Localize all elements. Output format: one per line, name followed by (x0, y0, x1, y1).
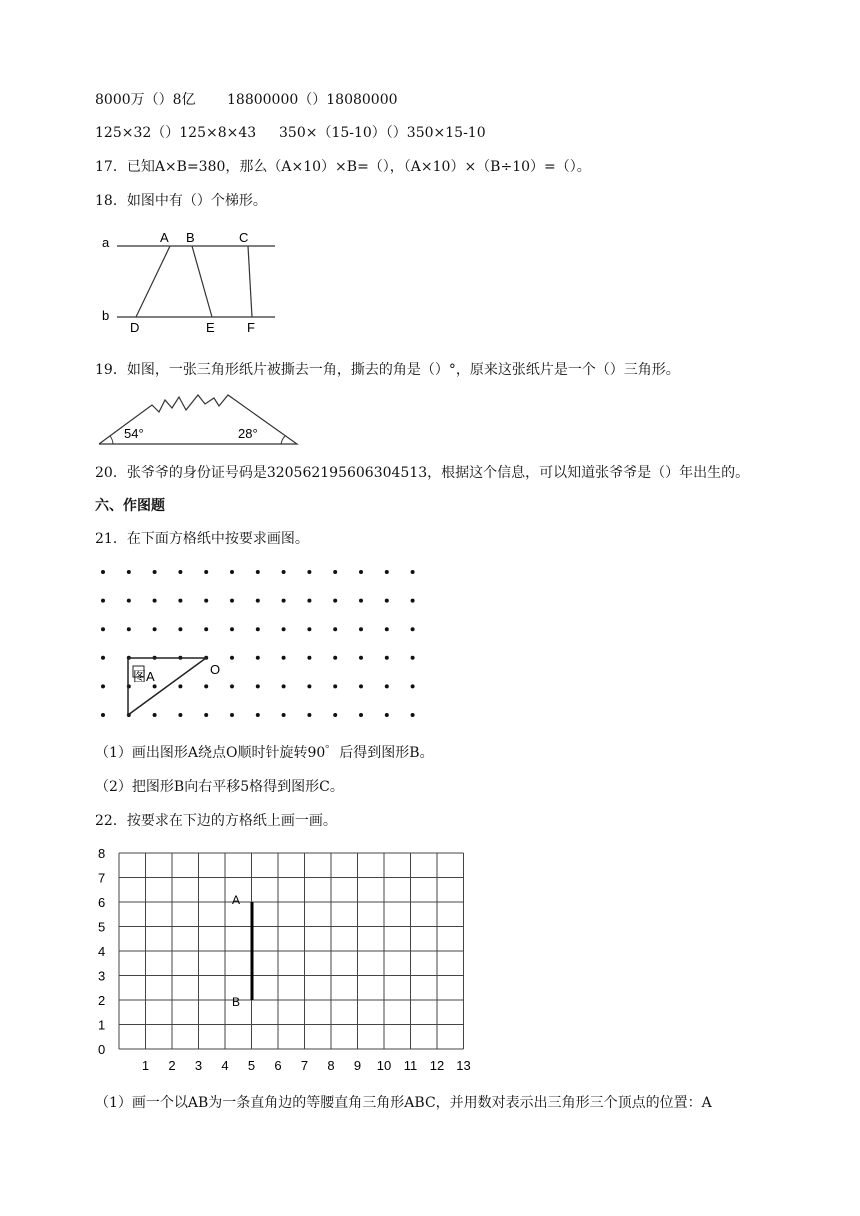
grid-dot (359, 599, 363, 603)
grid-dot (153, 570, 157, 574)
section-heading-drawing: 六、作图题 (95, 498, 165, 514)
grid-dot (411, 599, 415, 603)
grid-dot (127, 570, 131, 574)
grid-dot (178, 684, 182, 688)
point-label-d: D (130, 320, 140, 335)
dot-grid-figure (95, 560, 425, 730)
grid-dot (411, 570, 415, 574)
grid-dot (282, 599, 286, 603)
grid-dot (127, 627, 131, 631)
grid-dot (307, 713, 311, 717)
grid-dot (359, 627, 363, 631)
grid-dot (333, 570, 337, 574)
grid-dot (204, 599, 208, 603)
grid-dot (101, 713, 105, 717)
grid-dot (359, 684, 363, 688)
x-axis-label: 5 (247, 1058, 256, 1073)
grid-dot (230, 684, 234, 688)
shape-label-a: 图A (133, 669, 155, 684)
grid-dot (385, 713, 389, 717)
question-21: 21．在下面方格纸中按要求画图。 (95, 531, 309, 547)
grid-dot (385, 599, 389, 603)
point-label-c: C (239, 230, 249, 245)
grid-dot (178, 627, 182, 631)
grid-dot (178, 713, 182, 717)
grid-dot (204, 684, 208, 688)
grid-dot (230, 627, 234, 631)
grid-dot (411, 713, 415, 717)
question-17: 17．已知A×B=380，那么（A×10）×B=（），（A×10）×（B÷10）=（）。 (95, 159, 591, 175)
grid-dot (282, 627, 286, 631)
grid-dot (127, 599, 131, 603)
grid-dot (282, 684, 286, 688)
grid-dot (359, 713, 363, 717)
grid-dot (307, 570, 311, 574)
angle-label-28: 28° (238, 426, 258, 441)
grid-dot (256, 599, 260, 603)
grid-dot (230, 599, 234, 603)
grid-dot (153, 599, 157, 603)
x-axis-label: 8 (327, 1058, 335, 1073)
grid-dot (385, 656, 389, 660)
y-axis-label: 5 (98, 919, 106, 935)
question-19: 19．如图，一张三角形纸片被撕去一角，撕去的角是（）°，原来这张纸片是一个（）三角形。 (95, 362, 680, 378)
compare-line-1a: 8000万（）8亿 (95, 92, 196, 108)
grid-dot (153, 713, 157, 717)
grid-dot (230, 570, 234, 574)
y-axis-label: 8 (98, 846, 106, 861)
x-axis-label: 2 (168, 1058, 176, 1073)
grid-dot (230, 713, 234, 717)
x-axis-label: 13 (456, 1058, 471, 1073)
question-21-part-2: （2）把图形B向右平移5格得到图形C。 (95, 779, 344, 795)
point-label-grid-b: B (232, 995, 241, 1009)
grid-dot (307, 599, 311, 603)
grid-dot (385, 627, 389, 631)
grid-dot (204, 627, 208, 631)
question-22: 22．按要求在下边的方格纸上画一画。 (95, 813, 337, 829)
y-axis-label: 7 (98, 870, 106, 886)
question-22-part-1: （1）画一个以AB为一条直角边的等腰直角三角形ABC，并用数对表示出三角形三个顶点的位置：A (95, 1095, 712, 1111)
grid-dot (256, 684, 260, 688)
grid-dot (359, 570, 363, 574)
coordinate-grid-figure (92, 843, 472, 1073)
grid-dot (101, 684, 105, 688)
x-axis-label: 12 (429, 1058, 445, 1073)
x-axis-label: 11 (403, 1058, 418, 1073)
grid-dot (282, 656, 286, 660)
grid-dot (256, 570, 260, 574)
grid-dot (101, 570, 105, 574)
compare-line-2b: 350×（15-10）（）350×15-10 (279, 125, 486, 141)
grid-dot (385, 684, 389, 688)
grid-dot (411, 684, 415, 688)
grid-dot (333, 684, 337, 688)
y-axis-label: 3 (98, 968, 106, 984)
grid-dot (282, 570, 286, 574)
grid-dot (411, 627, 415, 631)
grid-dot (178, 570, 182, 574)
compare-line-1b: 18800000（）18080000 (227, 92, 398, 108)
y-axis-label: 4 (98, 944, 106, 959)
grid-dot (333, 627, 337, 631)
point-label-f: F (247, 320, 255, 335)
grid-dot (256, 627, 260, 631)
grid-dot (204, 570, 208, 574)
y-axis-label: 0 (98, 1042, 106, 1057)
trapezoid-figure (100, 228, 290, 338)
grid-dot (153, 684, 157, 688)
compare-line-2a: 125×32（）125×8×43 (95, 125, 257, 141)
grid-dot (411, 656, 415, 660)
x-axis-label: 3 (194, 1058, 203, 1073)
angle-label-54: 54° (124, 426, 144, 441)
y-axis-label: 6 (98, 895, 106, 910)
y-axis-label: 2 (98, 993, 106, 1008)
grid-dot (230, 656, 234, 660)
question-18: 18．如图中有（）个梯形。 (95, 193, 267, 209)
point-label-e: E (206, 320, 215, 335)
grid-dot (178, 599, 182, 603)
point-label-b: B (186, 230, 195, 245)
grid-dot (307, 684, 311, 688)
grid-dot (101, 599, 105, 603)
grid-dot (204, 713, 208, 717)
grid-dot (333, 599, 337, 603)
grid-dot (101, 656, 105, 660)
x-axis-label: 6 (274, 1058, 282, 1073)
grid-dot (101, 627, 105, 631)
question-21-part-1: （1）画出图形A绕点O顺时针旋转90゜后得到图形B。 (95, 745, 434, 761)
x-axis-label: 1 (141, 1058, 150, 1073)
x-axis-label: 10 (376, 1058, 392, 1073)
grid-dot (333, 713, 337, 717)
point-label-o: O (210, 662, 221, 677)
y-axis-label: 1 (98, 1017, 106, 1033)
grid-dot (307, 656, 311, 660)
grid-dot (333, 656, 337, 660)
torn-triangle-figure (97, 392, 302, 447)
grid-dot (153, 627, 157, 631)
grid-dot (385, 570, 389, 574)
grid-dot (256, 656, 260, 660)
point-label-a: A (160, 230, 169, 245)
x-axis-label: 9 (353, 1058, 362, 1073)
line-label-a: a (102, 235, 110, 250)
line-label-b: b (102, 308, 110, 323)
grid-dot (359, 656, 363, 660)
question-20: 20．张爷爷的身份证号码是320562195606304513，根据这个信息，可以知道张爷爷是（）年出生的。 (95, 465, 750, 481)
point-label-grid-a: A (232, 893, 241, 907)
x-axis-label: 4 (221, 1058, 229, 1073)
grid-dot (307, 627, 311, 631)
grid-dot (282, 713, 286, 717)
x-axis-label: 7 (300, 1058, 309, 1073)
grid-dot (256, 713, 260, 717)
